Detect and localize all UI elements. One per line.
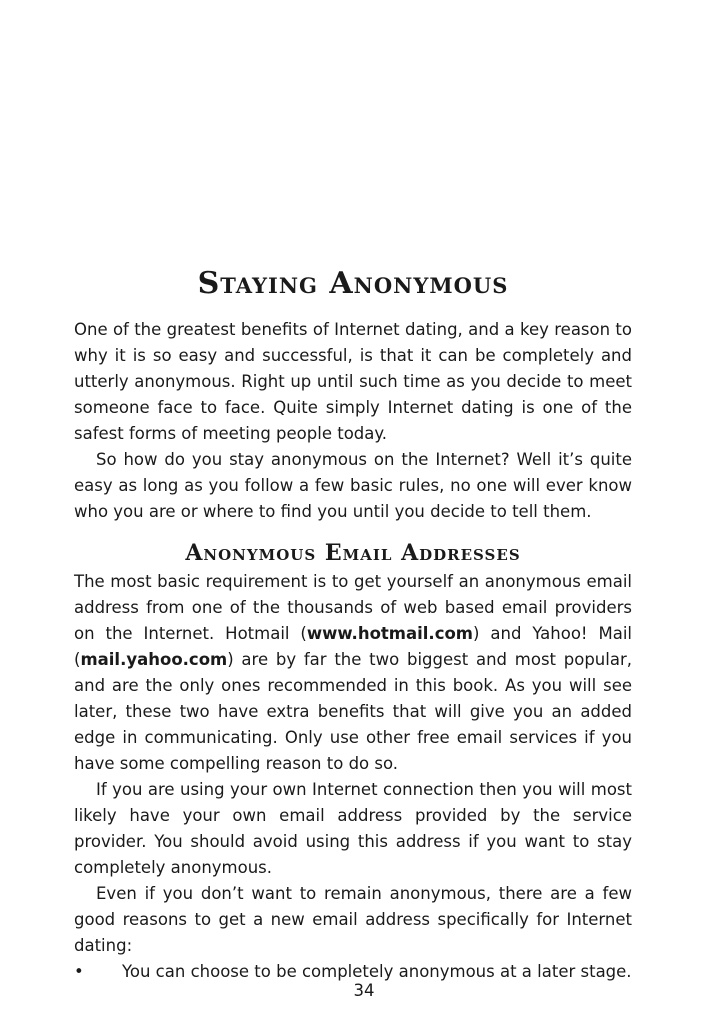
section-paragraph-1	[74, 569, 632, 777]
page-number: 34	[353, 981, 375, 1000]
bullet-text: You can choose to be completely anonymous at a later stage.	[122, 962, 632, 981]
bullet-icon: •	[74, 962, 84, 981]
chapter-title: Staying Anonymous	[197, 266, 509, 301]
hotmail-link: www.hotmail.com	[306, 624, 474, 643]
yahoo-mail-link: mail.yahoo.com	[80, 650, 228, 669]
paragraph-text: ) are by far the two biggest and most popular, and are the only ones recommended in this book. As you will see later, these two have extra benefits that will give you an added edge in communicating. Only use other free email services if you have some compelling reason to do so.	[74, 650, 632, 773]
intro-text	[74, 317, 632, 525]
paragraph-text: The most basic requirement is to get yourself an anonymous email address from one of the thousands of web based email providers on the Internet. Hotmail (	[74, 572, 632, 643]
section-paragraph-2: If you are using your own Internet connection then you will most likely have your own email address provided by the service provider. You should avoid using this address if you want to stay completely anonymous.	[74, 780, 632, 877]
section-paragraph-3: Even if you don’t want to remain anonymous, there are a few good reasons to get a new email address specifically for Internet dating:	[74, 884, 632, 955]
section-heading: Anonymous Email Addresses	[185, 540, 521, 566]
intro-paragraph-2: So how do you stay anonymous on the Internet? Well it’s quite easy as long as you follow a few basic rules, no one will ever know who you are or where to find you until you decide to tell them.	[74, 450, 632, 521]
intro-paragraph-1: One of the greatest benefits of Internet dating, and a key reason to why it is so easy and successful, is that it can be completely and utterly anonymous. Right up until such time as you decide to meet someone face to face. Quite simply Internet dating is one of the safest forms of meeting people today.	[74, 320, 632, 443]
paragraph-text: ) and Yahoo! Mail (	[74, 624, 632, 669]
section-text	[74, 569, 632, 985]
